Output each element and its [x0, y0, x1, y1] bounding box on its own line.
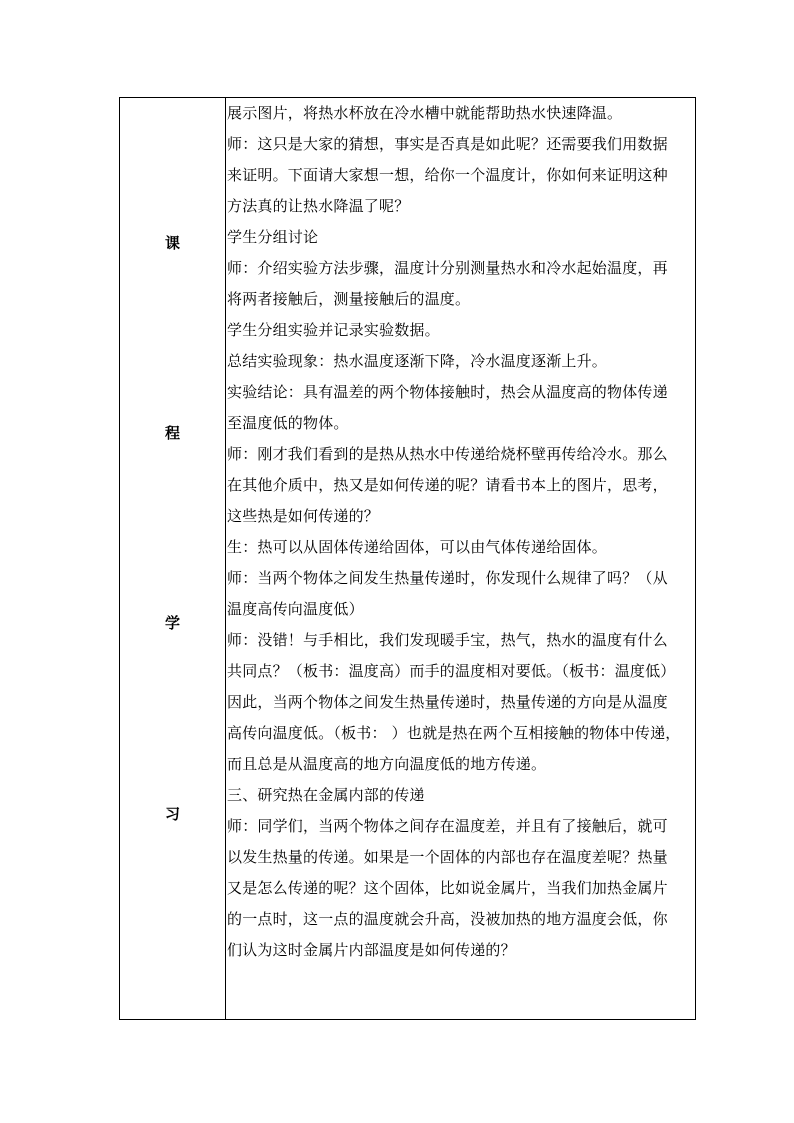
content-line: 展示图片，将热水杯放在冷水槽中就能帮助热水快速降温。	[227, 104, 623, 122]
side-label-cheng: 程	[164, 424, 180, 442]
content-line: 的一点时，这一点的温度就会升高，没被加热的地方温度会低，你	[227, 910, 668, 928]
content-line: 来证明。下面请大家想一想，给你一个温度计，你如何来证明这种	[227, 166, 668, 184]
content-line: 至温度低的物体。	[227, 414, 349, 432]
lesson-table	[119, 97, 696, 1020]
content-line: 这些热是如何传递的？	[227, 507, 380, 525]
content-line: 以发生热量的传递。如果是一个固体的内部也存在温度差呢？热量	[227, 848, 668, 866]
content-line: 生：热可以从固体传递给固体，可以由气体传递给固体。	[227, 538, 608, 556]
side-label-xue: 学	[164, 614, 180, 632]
content-line: 师：刚才我们看到的是热从热水中传递给烧杯壁再传给冷水。那么	[227, 445, 668, 463]
content-line: 因此，当两个物体之间发生热量传递时，热量传递的方向是从温度	[227, 693, 668, 711]
content-line: 师：介绍实验方法步骤，温度计分别测量热水和冷水起始温度，再	[227, 259, 668, 277]
content-line: 而且总是从温度高的地方向温度低的地方传递。	[227, 755, 547, 773]
content-line: 在其他介质中，热又是如何传递的呢？请看书本上的图片，思考，	[227, 476, 668, 494]
content-line: 温度高传向温度低）	[227, 600, 364, 618]
lesson-content	[227, 98, 695, 966]
content-line: 高传向温度低。（板书： ）也就是热在两个互相接触的物体中传递，	[227, 724, 681, 742]
content-line: 实验结论：具有温差的两个物体接触时，热会从温度高的物体传递	[227, 383, 668, 401]
content-line: 们认为这时金属片内部温度是如何传递的？	[227, 941, 516, 959]
side-label-ke: 课	[164, 234, 180, 252]
content-line: 将两者接触后，测量接触后的温度。	[227, 290, 471, 308]
content-line: 师：这只是大家的猜想，事实是否真是如此呢？还需要我们用数据	[227, 135, 668, 153]
content-line: 师：同学们，当两个物体之间存在温度差，并且有了接触后，就可	[227, 817, 668, 835]
content-line: 学生分组实验并记录实验数据。	[227, 321, 440, 339]
side-label-xi: 习	[164, 805, 180, 823]
content-line: 三、研究热在金属内部的传递	[227, 786, 425, 804]
content-line: 总结实验现象：热水温度逐渐下降，冷水温度逐渐上升。	[227, 352, 608, 370]
column-divider	[225, 98, 226, 1019]
content-line: 学生分组讨论	[227, 228, 319, 246]
content-line: 方法真的让热水降温了呢？	[227, 197, 410, 215]
content-line: 又是怎么传递的呢？这个固体，比如说金属片，当我们加热金属片	[227, 879, 668, 897]
content-line: 师：当两个物体之间发生热量传递时，你发现什么规律了吗？（从	[227, 569, 668, 587]
content-line: 师：没错！与手相比，我们发现暖手宝，热气，热水的温度有什么	[227, 631, 668, 649]
content-line: 共同点？（板书：温度高）而手的温度相对要低。（板书：温度低）	[227, 662, 676, 680]
